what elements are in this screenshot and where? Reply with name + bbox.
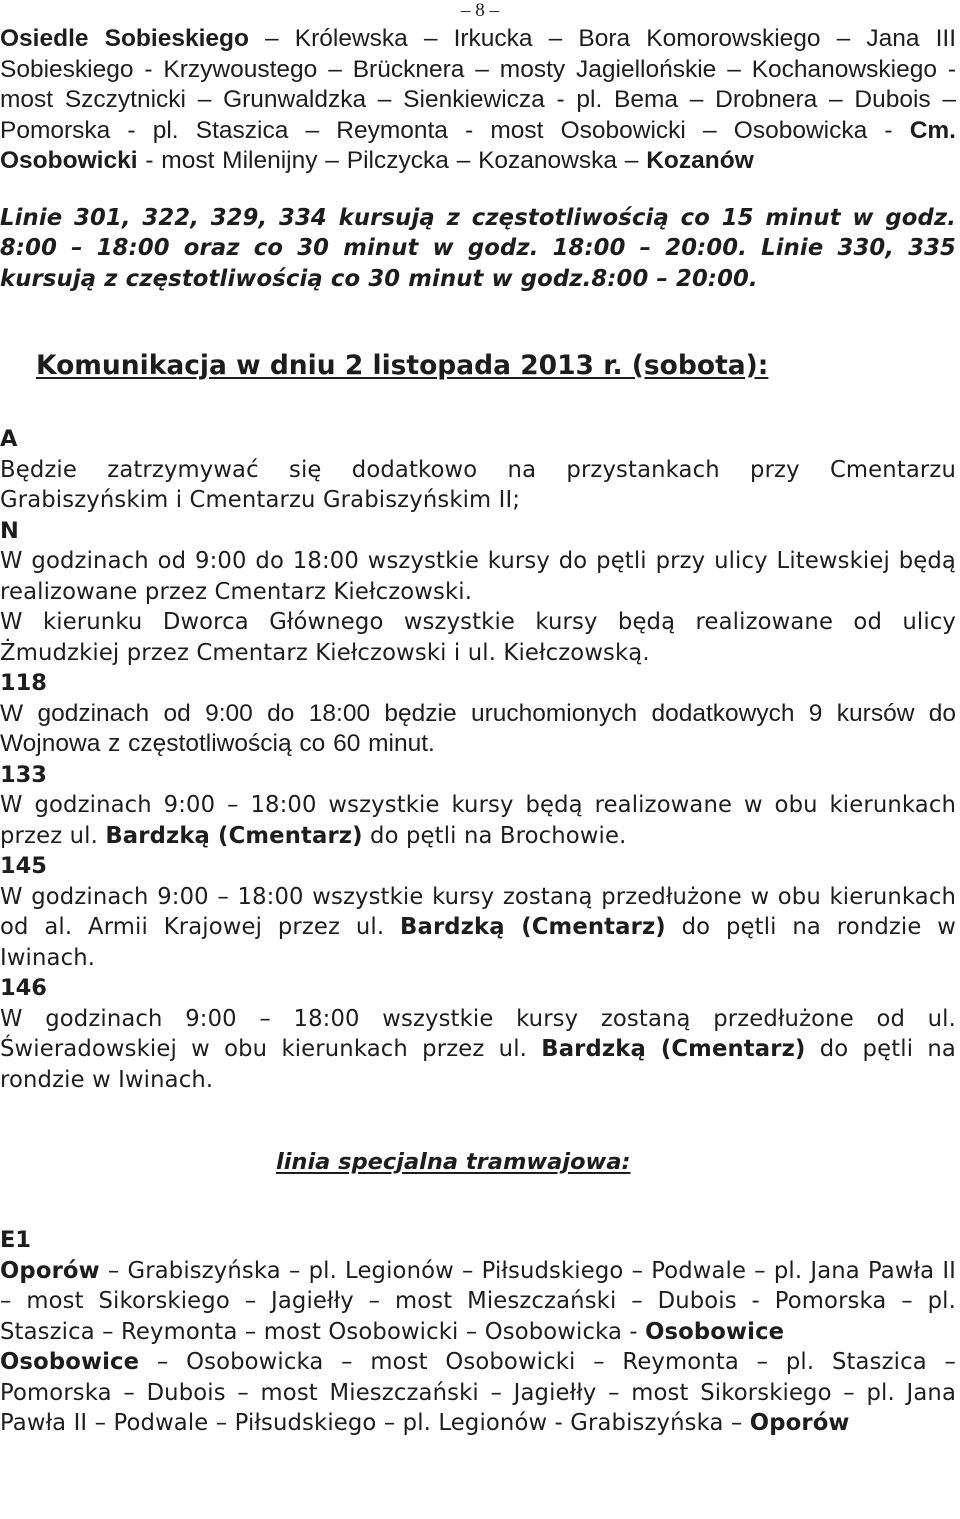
line-133-text-c: do pętli na Brochowie. bbox=[362, 822, 627, 849]
line-145-text-c: do pętli na rondzie w Iwinach. bbox=[0, 914, 956, 971]
line-145-text bbox=[0, 882, 956, 974]
bardzka-cmentarz-bold: Bardzką (Cmentarz) bbox=[105, 822, 363, 849]
line-label-N: N bbox=[0, 517, 19, 544]
line-label-145: 145 bbox=[0, 853, 47, 879]
line-label-E1: E1 bbox=[0, 1227, 32, 1253]
route-E1-osobowice-oporow bbox=[0, 1347, 956, 1439]
stop-name-bold: Osobowice bbox=[0, 1349, 140, 1375]
stop-name-bold: Oporów bbox=[749, 1410, 850, 1436]
line-N-text-2: W kierunku Dworca Głównego wszystkie kursy będą realizowane od ulicy Żmudzkiej przez Cmentarz Kiełczowski i ul. Kiełczowską. bbox=[0, 609, 956, 666]
line-133-text-a: W godzinach 9:00 – 18:00 wszystkie kursy będą realizowane w obu kierunkach przez ul. bbox=[0, 792, 956, 849]
line-146-text bbox=[0, 1004, 956, 1096]
heading-komunikacja-2-listopada: Komunikacja w dniu 2 listopada 2013 r. (sobota): bbox=[36, 349, 769, 381]
line-label-A: A bbox=[0, 426, 18, 452]
page-number: – 8 – bbox=[461, 0, 499, 21]
bardzka-cmentarz-bold: Bardzką (Cmentarz) bbox=[400, 914, 666, 940]
stop-name-bold: Oporów bbox=[0, 1257, 100, 1284]
route-text: – Osobowicka – most Osobowicki – Reymonta – pl. Staszica – Pomorska – Dubois – most Mieszczański – Jagiełły – most Sikorskiego – pl. Jana Pawła II – Podwale – Piłsudskiego – pl. Legionów - Grabiszyńska – bbox=[0, 1349, 956, 1436]
document-body bbox=[0, 24, 956, 1439]
route-text: - most Milenijny – Pilczycka – Kozanowska – bbox=[137, 147, 647, 174]
route-text: – Królewska – Irkucka – Bora Komorowskiego – Jana III Sobieskiego - Krzywoustego – Brücknera – mosty Jagiellońskie – Kochanowskiego - most Szczytnicki – Grunwaldzka – Sienkiewicza - pl. Bema – Drobnera – Dubois – Pomorska - pl. Staszica – Reymonta - most Osobowicki – Osobowicka - bbox=[0, 25, 957, 144]
bardzka-cmentarz-bold: Bardzką (Cmentarz) bbox=[541, 1036, 806, 1062]
route-text: – Grabiszyńska – pl. Legionów – Piłsudskiego – Podwale – pl. Jana Pawła II – most Sikorskiego – Jagiełły – most Mieszczański – Dubois - Pomorska – pl. Staszica – Reymonta – most Osobowicki – Osobowicka - bbox=[0, 1257, 956, 1345]
heading-linia-specjalna-tramwajowa: linia specjalna tramwajowa: bbox=[276, 1148, 631, 1175]
route-osiedle-sobieskiego-kozanow bbox=[0, 24, 956, 177]
line-label-146: 146 bbox=[0, 975, 47, 1001]
line-145-text-a: W godzinach 9:00 – 18:00 wszystkie kursy zostaną przedłużone w obu kierunkach od al. Armii Krajowej przez ul. bbox=[0, 883, 956, 940]
line-146-text-a: W godzinach 9:00 – 18:00 wszystkie kursy zostaną przedłużone od ul. Świeradowskiej w obu kierunkach przez ul. bbox=[0, 1005, 956, 1062]
line-label-133: 133 bbox=[0, 761, 47, 788]
line-118-text: W godzinach od 9:00 do 18:00 będzie uruchomionych dodatkowych 9 kursów do Wojnowa z częstotliwością co 60 minut. bbox=[0, 699, 956, 757]
stop-name-bold: Osobowice bbox=[645, 1318, 785, 1345]
stop-name-bold: Kozanów bbox=[646, 147, 754, 174]
stop-name-bold: Cm. Osobowicki bbox=[0, 116, 956, 174]
stop-name-bold: Osiedle Sobieskiego bbox=[0, 25, 249, 52]
line-N-text-1: W godzinach od 9:00 do 18:00 wszystkie kursy do pętli przy ulicy Litewskiej będą realizowane przez Cmentarz Kiełczowski. bbox=[0, 548, 956, 605]
frequency-note: Linie 301, 322, 329, 334 kursują z częstotliwością co 15 minut w godz. 8:00 – 18:00 oraz co 30 minut w godz. 18:00 – 20:00. Linie 330, 335 kursują z częstotliwością co 30 minut w godz.8:00 – 20:00. bbox=[0, 204, 956, 292]
line-label-118: 118 bbox=[0, 670, 47, 696]
line-146-text-c: do pętli na rondzie w Iwinach. bbox=[0, 1036, 956, 1093]
line-133-text bbox=[0, 790, 956, 851]
line-A-text: Będzie zatrzymywać się dodatkowo na przystankach przy Cmentarzu Grabiszyńskim i Cmentarzu Grabiszyńskim II; bbox=[0, 456, 956, 513]
route-E1-oporow-osobowice bbox=[0, 1256, 956, 1348]
